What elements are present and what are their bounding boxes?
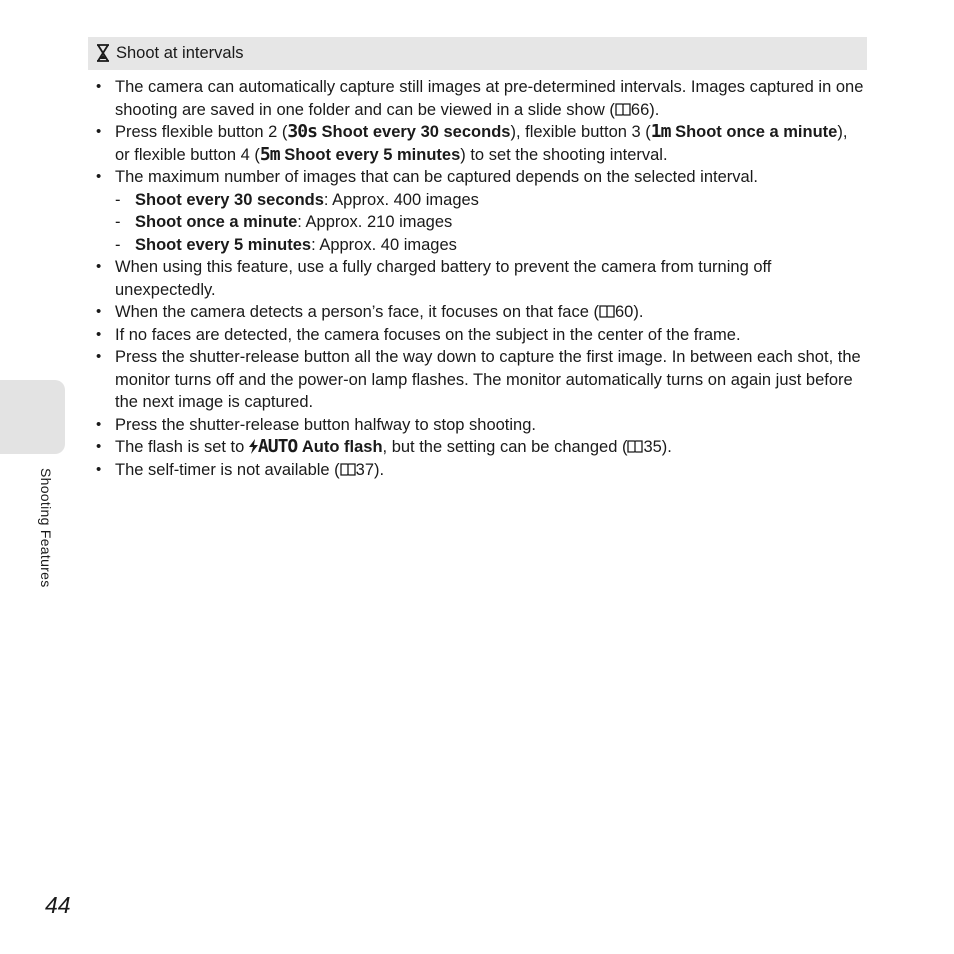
list-item: • The flash is set to AUTO Auto flash, but the setting can be changed ( 35). <box>96 436 866 459</box>
list-item: • Press flexible button 2 (30s Shoot every 30 seconds), flexible button 3 (1m Shoot once a minute), or flexible button 4 (5m Shoot every 5 minutes) to set the shooting interval. <box>96 121 866 166</box>
book-reference-icon <box>627 440 643 453</box>
flash-auto-icon: AUTO <box>257 436 298 457</box>
list-item: • When using this feature, use a fully charged battery to prevent the camera from turning off unexpectedly. <box>96 256 866 301</box>
page-number: 44 <box>45 892 71 918</box>
flash-icon <box>249 439 258 454</box>
list-item: - Shoot once a minute: Approx. 210 images <box>115 211 866 234</box>
list-item: • Press the shutter-release button halfway to stop shooting. <box>96 414 866 437</box>
interval-1m-icon: 1m <box>650 121 671 142</box>
list-item: • The camera can automatically capture still images at pre-determined intervals. Images captured in one shooting are saved in one folder and can be viewed in a slide show ( 66). <box>96 76 866 121</box>
list-item: • Press the shutter-release button all the way down to capture the first image. In between each shot, the monitor turns off and the power-on lamp flashes. The monitor automatically turns on again just before the next image is captured. <box>96 346 866 414</box>
interval-capacity-list <box>115 189 866 257</box>
list-item: • The maximum number of images that can be captured depends on the selected interval. - Shoot every 30 seconds: Approx. 400 images - Shoot once a minute: Approx. 210 images - Shoot every 5 minutes: Approx. 40 images <box>96 166 866 256</box>
list-item: • When the camera detects a person’s face, it focuses on that face ( 60). <box>96 301 866 324</box>
chapter-side-tab <box>0 380 65 454</box>
list-item: - Shoot every 30 seconds: Approx. 400 images <box>115 189 866 212</box>
list-item: - Shoot every 5 minutes: Approx. 40 images <box>115 234 866 257</box>
book-reference-icon <box>615 103 631 116</box>
book-reference-icon <box>340 463 356 476</box>
book-reference-icon <box>599 305 615 318</box>
section-header <box>88 37 867 70</box>
section-title: Shoot at intervals <box>116 44 244 62</box>
interval-30s-icon: 30s <box>287 121 317 142</box>
chapter-label: Shooting Features <box>38 468 54 588</box>
interval-timer-icon <box>96 44 110 62</box>
body-content <box>96 76 866 481</box>
list-item: • The self-timer is not available ( 37). <box>96 459 866 482</box>
bullet-list <box>96 76 866 481</box>
list-item: • If no faces are detected, the camera focuses on the subject in the center of the frame. <box>96 324 866 347</box>
interval-5m-icon: 5m <box>259 143 280 165</box>
